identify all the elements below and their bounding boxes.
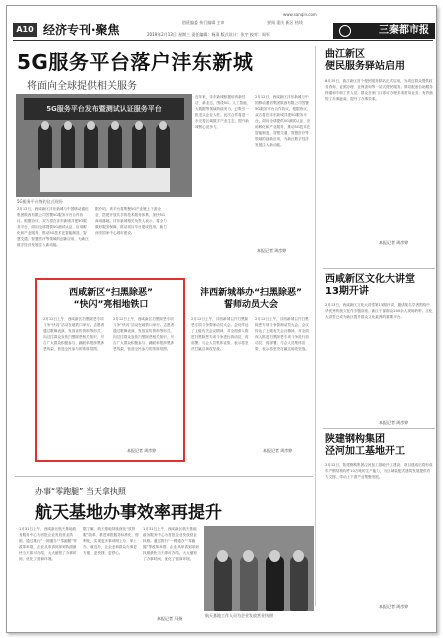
section-divider (15, 476, 313, 477)
feature1-body-col2: 2月12日上午，西咸新区扫黑除恶专项斗争“快闪”活动在地铁口举行。志愿者通过歌舞表演、发放宣传资料等形式，向过往群众宣传扫黑除恶相关知识，号召广大群众积极参与、踊跃举报涉黑涉恶线索，营造全民参与的浓厚氛围。 (113, 317, 175, 351)
feature2-body-col2: 2月12日上午，沣西新城召开扫黑除恶专项斗争誓师动员大会。会议传达了上级有关会议精神，对全面深入推进扫黑除恶专项斗争进行再动员、再部署。与会人员集体宣誓，表示将坚决打赢这场攻坚战。 (255, 317, 309, 351)
right-byline-3: 本报记者 周彦婷 (379, 604, 409, 609)
photo-signing-table (40, 168, 170, 192)
lead-headline: 5G服务平台落户沣东新城 (17, 50, 254, 74)
feature2-byline: 本报记者 周彦婷 (263, 448, 293, 453)
photo-person (38, 124, 52, 170)
right-headline-3: 陕建钢构集团 泾河加工基地开工 (325, 434, 405, 457)
photo-person (214, 556, 232, 611)
lead-body-col1: 2月12日，西咸新区沣东新城与中国移动通信集团陕西有限公司签署5G服务平台合作协议。根据协议，双方将在沣东新城共建5G服务平台，面向全球提供5G测试认证、应用孵化和产业服务，推动5G技术在智能制造、智慧交通、智慧医疗等领域的创新应用，为新区数字经济发展注入新动能。 (17, 207, 89, 247)
bottom-body-col2: 据了解，航天基地持续深化“放管服”改革，推进审批服务标准化、便利化，实现更多事项网上办、掌上办、就近办，让企业和群众办事更方便、更快捷、更舒心。 (83, 527, 139, 555)
right-byline-1: 本报记者 周彦婷 (379, 240, 409, 245)
photo-face (269, 550, 280, 562)
photo-backdrop-banner: 5G服务平台发布暨测试认证服务平台 (24, 98, 184, 120)
lead-photo-caption: 5G服务平台签约仪式现场 (17, 199, 63, 204)
photo-person (290, 556, 308, 611)
photo-face (41, 121, 49, 130)
photo-person (84, 124, 98, 170)
feature1-body-col1: 2月12日上午，西咸新区扫黑除恶专项斗争“快闪”活动在地铁口举行。志愿者通过歌舞表演、发放宣传资料等形式，向过往群众宣传扫黑除恶相关知识，号召广大群众积极参与、踊跃举报涉黑涉恶线索，营造全民参与的浓厚氛围。 (43, 317, 105, 351)
column-divider (315, 46, 316, 606)
page-number: A10 (13, 23, 37, 37)
site-url: www.sanqin.com (283, 12, 317, 17)
right-body-2: 2月13日，西咸新区文化大讲堂第13期开讲，邀请知名学者围绕中华优秀传统文化作专题讲座。新区干部群众200余人现场聆听。文化大讲堂已成为新区提升群众文化素养的重要平台。 (325, 303, 433, 319)
photo-face (217, 550, 228, 562)
right-headline-2: 西咸新区文化大讲堂 13期开讲 (325, 274, 415, 297)
bottom-byline: 本报记者 马扬 (157, 616, 183, 621)
photo-face (159, 121, 167, 130)
right-divider-2 (323, 428, 435, 429)
bottom-photo-caption: 航天基地工作人员为企业发放营业执照 (205, 613, 273, 618)
right-byline-2: 本报记者 周彦婷 (379, 420, 409, 425)
photo-person (108, 124, 122, 170)
bottom-body-col1: 1月31日上午，西咸新区航天基地政务服务中心为首批企业发放营业执照。通过推行“一网通办”“零跑腿”等改革举措，企业从申请到拿到执照最快当天即可办结，大大缩短了办事时间，优化了营商环境。 (19, 527, 77, 561)
right-headline-1: 曲江新区 便民服务驿站启用 (325, 49, 405, 72)
photo-face (135, 121, 143, 130)
lead-body-col2: 据介绍，该平台将集聚5G产业链上下游企业，搭建开放共享的技术服务体系，加快5G商用落地。沣东新城相关负责人表示，将全力做好服务保障，推动项目早日建成投用，助力西安国家中心城市建设。 (95, 207, 167, 235)
photo-face (293, 550, 304, 562)
newspaper-page (6, 5, 437, 633)
feature1-headline: 西咸新区“扫黑除恶” “快闪”亮相地铁口 (69, 288, 153, 310)
right-body-3: 2月12日，陕建钢构集团泾河加工基地开工建设。项目建成后将形成年产钢结构构件10万吨的生产能力，为区域装配式建筑发展提供有力支撑，带动上下游产业集聚发展。 (325, 463, 433, 479)
photo-person (240, 556, 258, 611)
feature1-byline: 本报记者 周彦婷 (127, 448, 157, 453)
masthead (7, 6, 437, 40)
header-divider (13, 40, 433, 41)
right-divider-1 (323, 268, 435, 269)
feature2-headline: 沣西新城举办“扫黑除恶” 誓师动员大会 (200, 288, 302, 310)
photo-person (61, 124, 75, 170)
header-editors: 值班编委 执行编辑 主审 (182, 20, 225, 25)
lead-body-col3: 近年来，沣东新城积极培育新经济、新业态，围绕5G、人工智能、大数据等领域持续发力，已吸引一批龙头企业入驻。此次合作将进一步完善区域数字产业生态，提升新城核心竞争力。 (195, 95, 251, 129)
bottom-photo (204, 526, 314, 611)
lead-body-col4: 2月12日，西咸新区沣东新城与中国移动通信集团陕西有限公司签署5G服务平台合作协议。根据协议，双方将在沣东新城共建5G服务平台，面向全球提供5G测试认证、应用孵化和产业服务，推动5G技术在智能制造、智慧交通、智慧医疗等领域的创新应用，为新区数字经济发展注入新动能。 (255, 95, 311, 147)
photo-person (266, 556, 284, 611)
photo-face (87, 121, 95, 130)
logo-seal-icon (339, 25, 351, 37)
photo-person (132, 124, 146, 170)
feature2-body-col1: 2月12日上午，沣西新城召开扫黑除恶专项斗争誓师动员大会。会议传达了上级有关会议精神，对全面深入推进扫黑除恶专项斗争进行再动员、再部署。与会人员集体宣誓，表示将坚决打赢这场攻坚战。 (191, 317, 249, 351)
photo-face (243, 550, 254, 562)
lead-subheadline: 将面向全球提供相关服务 (27, 81, 137, 92)
logo-text: 三秦都市报 (379, 25, 429, 36)
right-body-1: 8月15日，曲江新区首个便民服务驿站正式启用，为周边群众提供政务咨询、证照办理、社保查询等一站式便民服务。驿站配备自助服务终端和专职工作人员，群众在家门口即可办理多项常用业务，有效缩短了办事距离，提升了办事效率。 (325, 79, 433, 101)
photo-face (64, 121, 72, 130)
lead-photo (16, 94, 192, 197)
header-nav: 要闻 重庆 新区 热线 (267, 20, 303, 25)
bottom-headline: 航天基地办事效率再提升 (35, 503, 222, 523)
photo-face (111, 121, 119, 130)
date-line: 2019年2月13日 星期三 责任编辑：杨清 版式设计：张宇 校对：周军 (147, 32, 270, 37)
lead-byline: 本报记者 周彦婷 (257, 248, 287, 253)
bottom-kicker: 办事“零跑腿” 当天拿执照 (35, 487, 126, 496)
bottom-body-col3: 1月31日上午，西咸新区航天基地政务服务中心为首批企业发放营业执照。通过推行“一网通办”“零跑腿”等改革举措，企业从申请到拿到执照最快当天即可办结，大大缩短了办事时间，优化了营商环境。 (143, 527, 199, 561)
photo-person (156, 124, 170, 170)
section-title: 经济专刊·聚焦 (43, 23, 120, 37)
